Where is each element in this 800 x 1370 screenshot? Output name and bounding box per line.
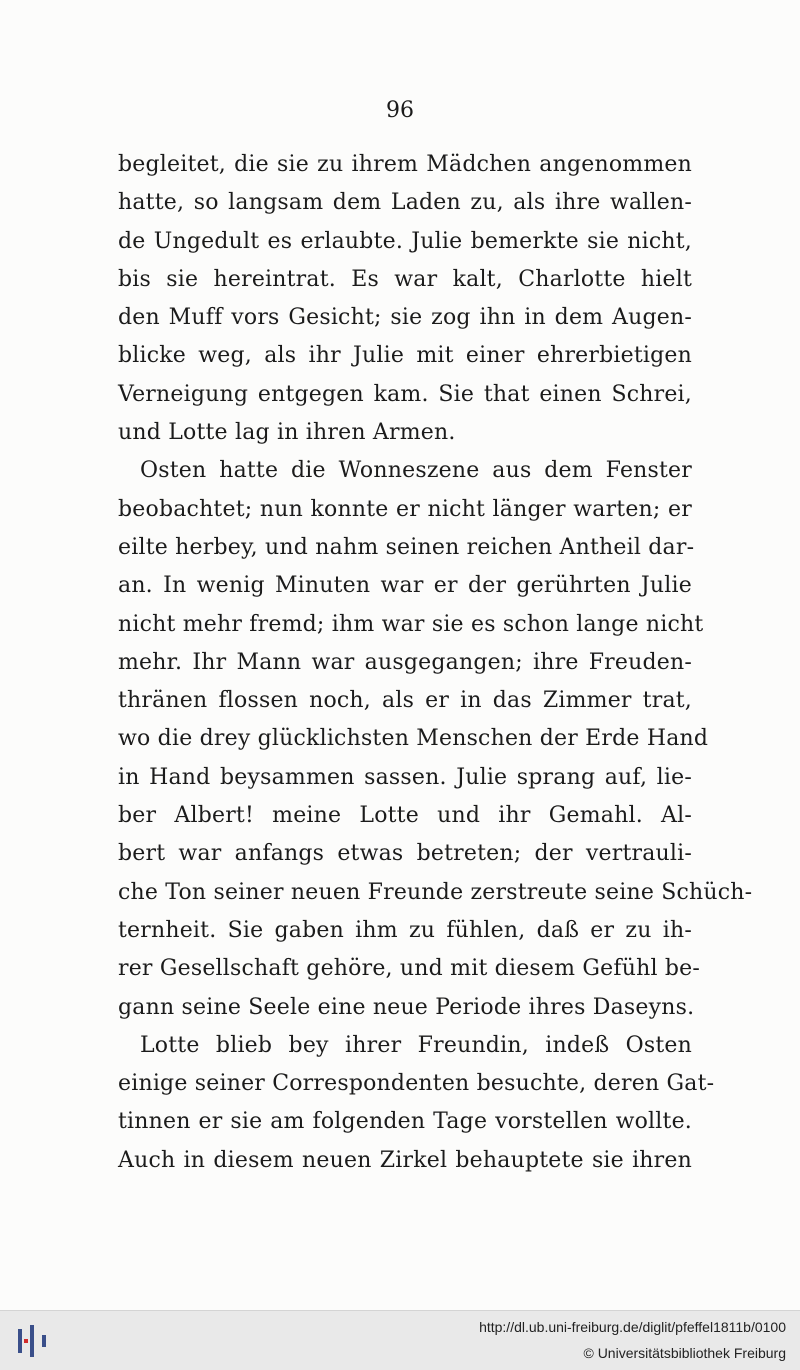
text-line-paragraph-start: Lotte blieb bey ihrer Freundin, indeß Osten: [140, 1032, 692, 1058]
text-line: ternheit. Sie gaben ihm zu fühlen, daß er zu ih-: [118, 917, 692, 943]
text-line: bert war anfangs etwas betreten; der vertrauli-: [118, 841, 692, 867]
text-line: rer Gesellschaft gehöre, und mit diesem Gefühl be-: [118, 956, 701, 982]
text-line: blicke weg, als ihr Julie mit einer ehrerbietigen: [118, 343, 692, 369]
text-line: Verneigung entgegen kam. Sie that einen Schrei,: [118, 381, 692, 407]
text-line-paragraph-start: Osten hatte die Wonneszene aus dem Fenster: [140, 458, 692, 484]
text-line: begleitet, die sie zu ihrem Mädchen angenommen: [118, 152, 692, 177]
text-line: ber Albert! meine Lotte und ihr Gemahl. Al-: [118, 803, 692, 829]
page-number: 96: [386, 98, 414, 123]
text-line: de Ungedult es erlaubte. Julie bemerkte sie nicht,: [118, 228, 692, 254]
page-text: [118, 146, 753, 1180]
ub-freiburg-logo-icon[interactable]: [12, 1321, 52, 1361]
text-line: in Hand beysammen sassen. Julie sprang auf, lie-: [118, 764, 692, 790]
text-line: Auch in diesem neuen Zirkel behauptete sie ihren: [118, 1147, 692, 1173]
copyright-notice: © Universitätsbibliothek Freiburg: [583, 1345, 786, 1361]
text-line: nicht mehr fremd; ihm war sie es schon lange nicht: [118, 611, 704, 637]
text-line: mehr. Ihr Mann war ausgegangen; ihre Freuden-: [118, 649, 692, 675]
document-url-link[interactable]: http://dl.ub.uni-freiburg.de/diglit/pfeffel1811b/0100: [479, 1319, 786, 1335]
text-line: eilte herbey, und nahm seinen reichen Antheil dar-: [118, 534, 695, 560]
text-line: einige seiner Correspondenten besuchte, deren Gat-: [118, 1071, 715, 1097]
text-line: che Ton seiner neuen Freunde zerstreute seine Schüch-: [118, 879, 753, 905]
text-line: bis sie hereintrat. Es war kalt, Charlotte hielt: [118, 266, 692, 292]
text-line: hatte, so langsam dem Laden zu, als ihre wallen-: [118, 190, 692, 216]
text-line: thränen flossen noch, als er in das Zimmer trat,: [118, 688, 692, 714]
text-line-paragraph-end: und Lotte lag in ihren Armen.: [118, 420, 456, 446]
viewer-footer: [0, 1310, 800, 1370]
text-line-paragraph-end: gann seine Seele eine neue Periode ihres Daseyns.: [118, 994, 695, 1020]
text-line: wo die drey glücklichsten Menschen der Erde Hand: [118, 726, 709, 752]
text-line: tinnen er sie am folgenden Tage vorstellen wollte.: [118, 1109, 692, 1135]
text-line: beobachtet; nun konnte er nicht länger warten; er: [118, 496, 692, 522]
text-line: den Muff vors Gesicht; sie zog ihn in dem Augen-: [118, 305, 692, 331]
text-line: an. In wenig Minuten war er der gerührten Julie: [118, 573, 692, 599]
